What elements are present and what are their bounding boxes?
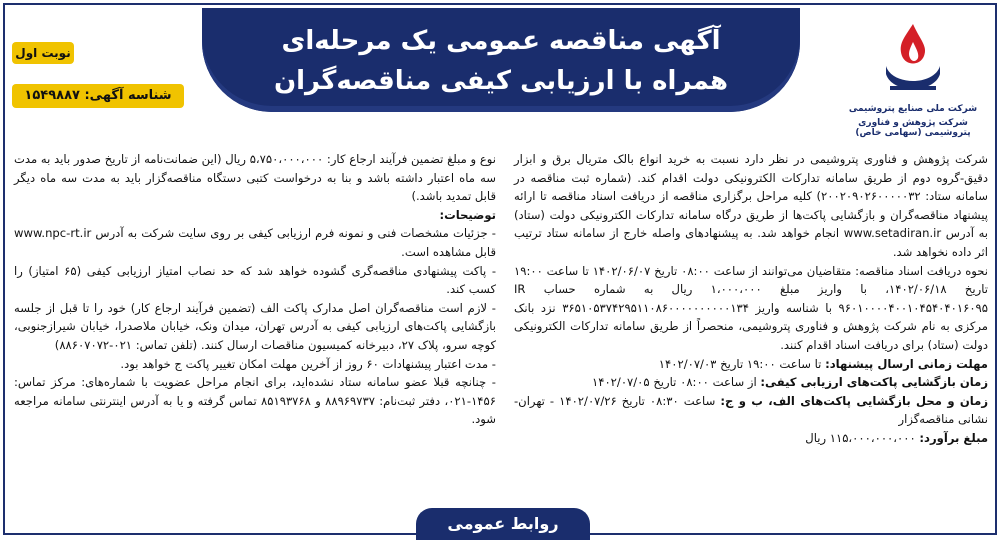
ad-id-badge (12, 84, 184, 108)
ad-id-value: ۱۵۴۹۸۸۷ (24, 88, 80, 103)
estimate-value: ۱۱۵،۰۰۰،۰۰۰،۰۰۰ ریال (805, 430, 916, 445)
note-item: - پاکت پیشنهادی مناقصه‌گری گشوده خواهد شد که حد نصاب امتیاز ارزیابی کیفی (۶۵ امتیاز) را کسب کند. (14, 263, 497, 297)
tender-subtitle: همراه با ارزیابی کیفی مناقصه‌گران (273, 66, 729, 96)
logo-org-subname: شرکت پژوهش و فناوری پتروشیمی (سهامی خاص) (855, 118, 971, 138)
left-column (14, 150, 496, 429)
estimate-label: مبلغ برآورد: (919, 430, 988, 445)
note-item: - چنانچه قبلا عضو سامانه ستاد نشده‌اید، برای انجام مراحل عضویت با شماره‌های: مرکز تماس: ۱۴۵۶-۰۲۱، دفتر ثبت‌نام: ۸۸۹۶۹۷۳۷ و ۸۵۱۹۳۷۶۸ تماس گرفته و یا به آدرس اینترنتی سامانه مراجعه شود. (14, 375, 496, 427)
intro-paragraph: شرکت پژوهش و فناوری پتروشیمی در نظر دارد نسبت به خرید انواع بالک متریال برق و ابزار دقیق-گروه دوم از طریق سامانه تدارکات الکترونیکی دولت اقدام کند. (شماره ثبت مناقصه در سامانه ستاد: ۲۰۰۲۰۹۰۲۶۰۰۰۰۰۳۲) کلیه مراحل برگزاری مناقصه از دریافت اسناد مناقصه تا ارائه پیشنهاد مناقصه‌گران و بازگشایی پاکت‌ها از طریق درگاه سامانه تدارکات الکترونیکی دولت (ستاد) به آدرس www.setadiran.ir انجام خواهد شد. به پیشنهادهای واصله خارج از سامانه ستاد ترتیب اثر داده نخواهد شد. (514, 152, 989, 259)
envelope-opening-value: ساعت ۰۸:۳۰ تاریخ ۱۴۰۲/۰۷/۲۶ - تهران- نشانی مناقصه‌گزار (514, 393, 988, 427)
deadline-line (514, 355, 988, 374)
note-item: - مدت اعتبار پیشنهادات ۶۰ روز از آخرین مهلت امکان تغییر پاکت ج خواهد بود. (120, 356, 496, 371)
company-logo (838, 20, 988, 140)
quality-opening-label: زمان بازگشایی پاکت‌های ارزیابی کیفی: (760, 375, 988, 390)
note-item: - جزئیات مشخصات فنی و نمونه فرم ارزیابی کیفی بر روی سایت شرکت به آدرس www.npc-rt.ir قابل مشاهده است. (14, 226, 496, 259)
tender-title: آگهی مناقصه عمومی یک مرحله‌ای (281, 26, 721, 56)
envelope-opening-label: زمان و محل بازگشایی پاکت‌های الف، ب و ج: (720, 393, 988, 408)
notes-heading: توضیحات: (439, 207, 496, 222)
envelope-opening-line (514, 392, 988, 429)
docs-paragraph: نحوه دریافت اسناد مناقصه: متقاضیان می‌توانند از ساعت ۰۸:۰۰ تاریخ ۱۴۰۲/۰۶/۰۷ تا ساعت ۱۹:۰۰ تاریخ ۱۴۰۲/۰۶/۱۸، با واریز مبلغ ۱،۰۰۰،۰۰۰ ریال به شماره حساب IR ۹۶۰۱۰۰۰۰۴۰۰۱۰۴۵۴۰۴۰۱۶۰۹۵ با شناسه واریز ۳۶۵۱۰۵۳۷۴۲۹۵۱۱۰۸۶۰۰۰۰۰۰۰۰۰۰۱۳۴ نزد بانک مرکزی به نام شرکت پژوهش و فناوری پتروشیمی، منحصراً از طریق سامانه تدارکات الکترونیکی دولت (ستاد) برای دریافت اسناد اقدام کنند. (514, 263, 988, 352)
ad-id-label: شناسه آگهی: (84, 88, 172, 103)
note-item: - لازم است مناقصه‌گران اصل مدارک پاکت الف (تضمین فرآیند ارجاع کار) خود را تا قبل از جلسه بازگشایی پاکت‌های ارزیابی کیفی به آدرس تهران، میدان ونک، خیابان ملاصدرا، خیابان شیرازجنوبی، کوچه سرو، پلاک ۲۷، دبیرخانه کمیسیون مناقصات ارسال کنند. (تلفن تماس: ۰۲۱-۸۸۶۰۷۰۷۲) (14, 300, 496, 352)
round-badge: نوبت اول (12, 42, 74, 64)
deadline-label: مهلت زمانی ارسال پیشنهاد: (825, 356, 988, 371)
estimate-line (514, 429, 988, 448)
right-column (514, 150, 988, 448)
quality-opening-line (514, 373, 988, 392)
deadline-value: تا ساعت ۱۹:۰۰ تاریخ ۱۴۰۲/۰۷/۰۳ (658, 356, 822, 371)
flame-logo-icon (876, 20, 950, 100)
logo-org-name: شرکت ملی صنایع پتروشیمی (848, 104, 978, 114)
public-relations-footer: روابط عمومی (416, 508, 590, 540)
guarantee-paragraph: نوع و مبلغ تضمین فرآیند ارجاع کار: ۵،۷۵۰،۰۰۰،۰۰۰ ریال (این ضمانت‌نامه از تاریخ صدور باید به مدت سه ماه اعتبار داشته باشد و بنا به درخواست کتبی دستگاه مناقصه‌گزار باید به مدت سه ماه دیگر قابل تمدید باشد.) (14, 152, 496, 204)
quality-opening-value: از ساعت ۰۸:۰۰ تاریخ ۱۴۰۲/۰۷/۰۵ (592, 375, 757, 390)
header-banner (202, 8, 800, 112)
